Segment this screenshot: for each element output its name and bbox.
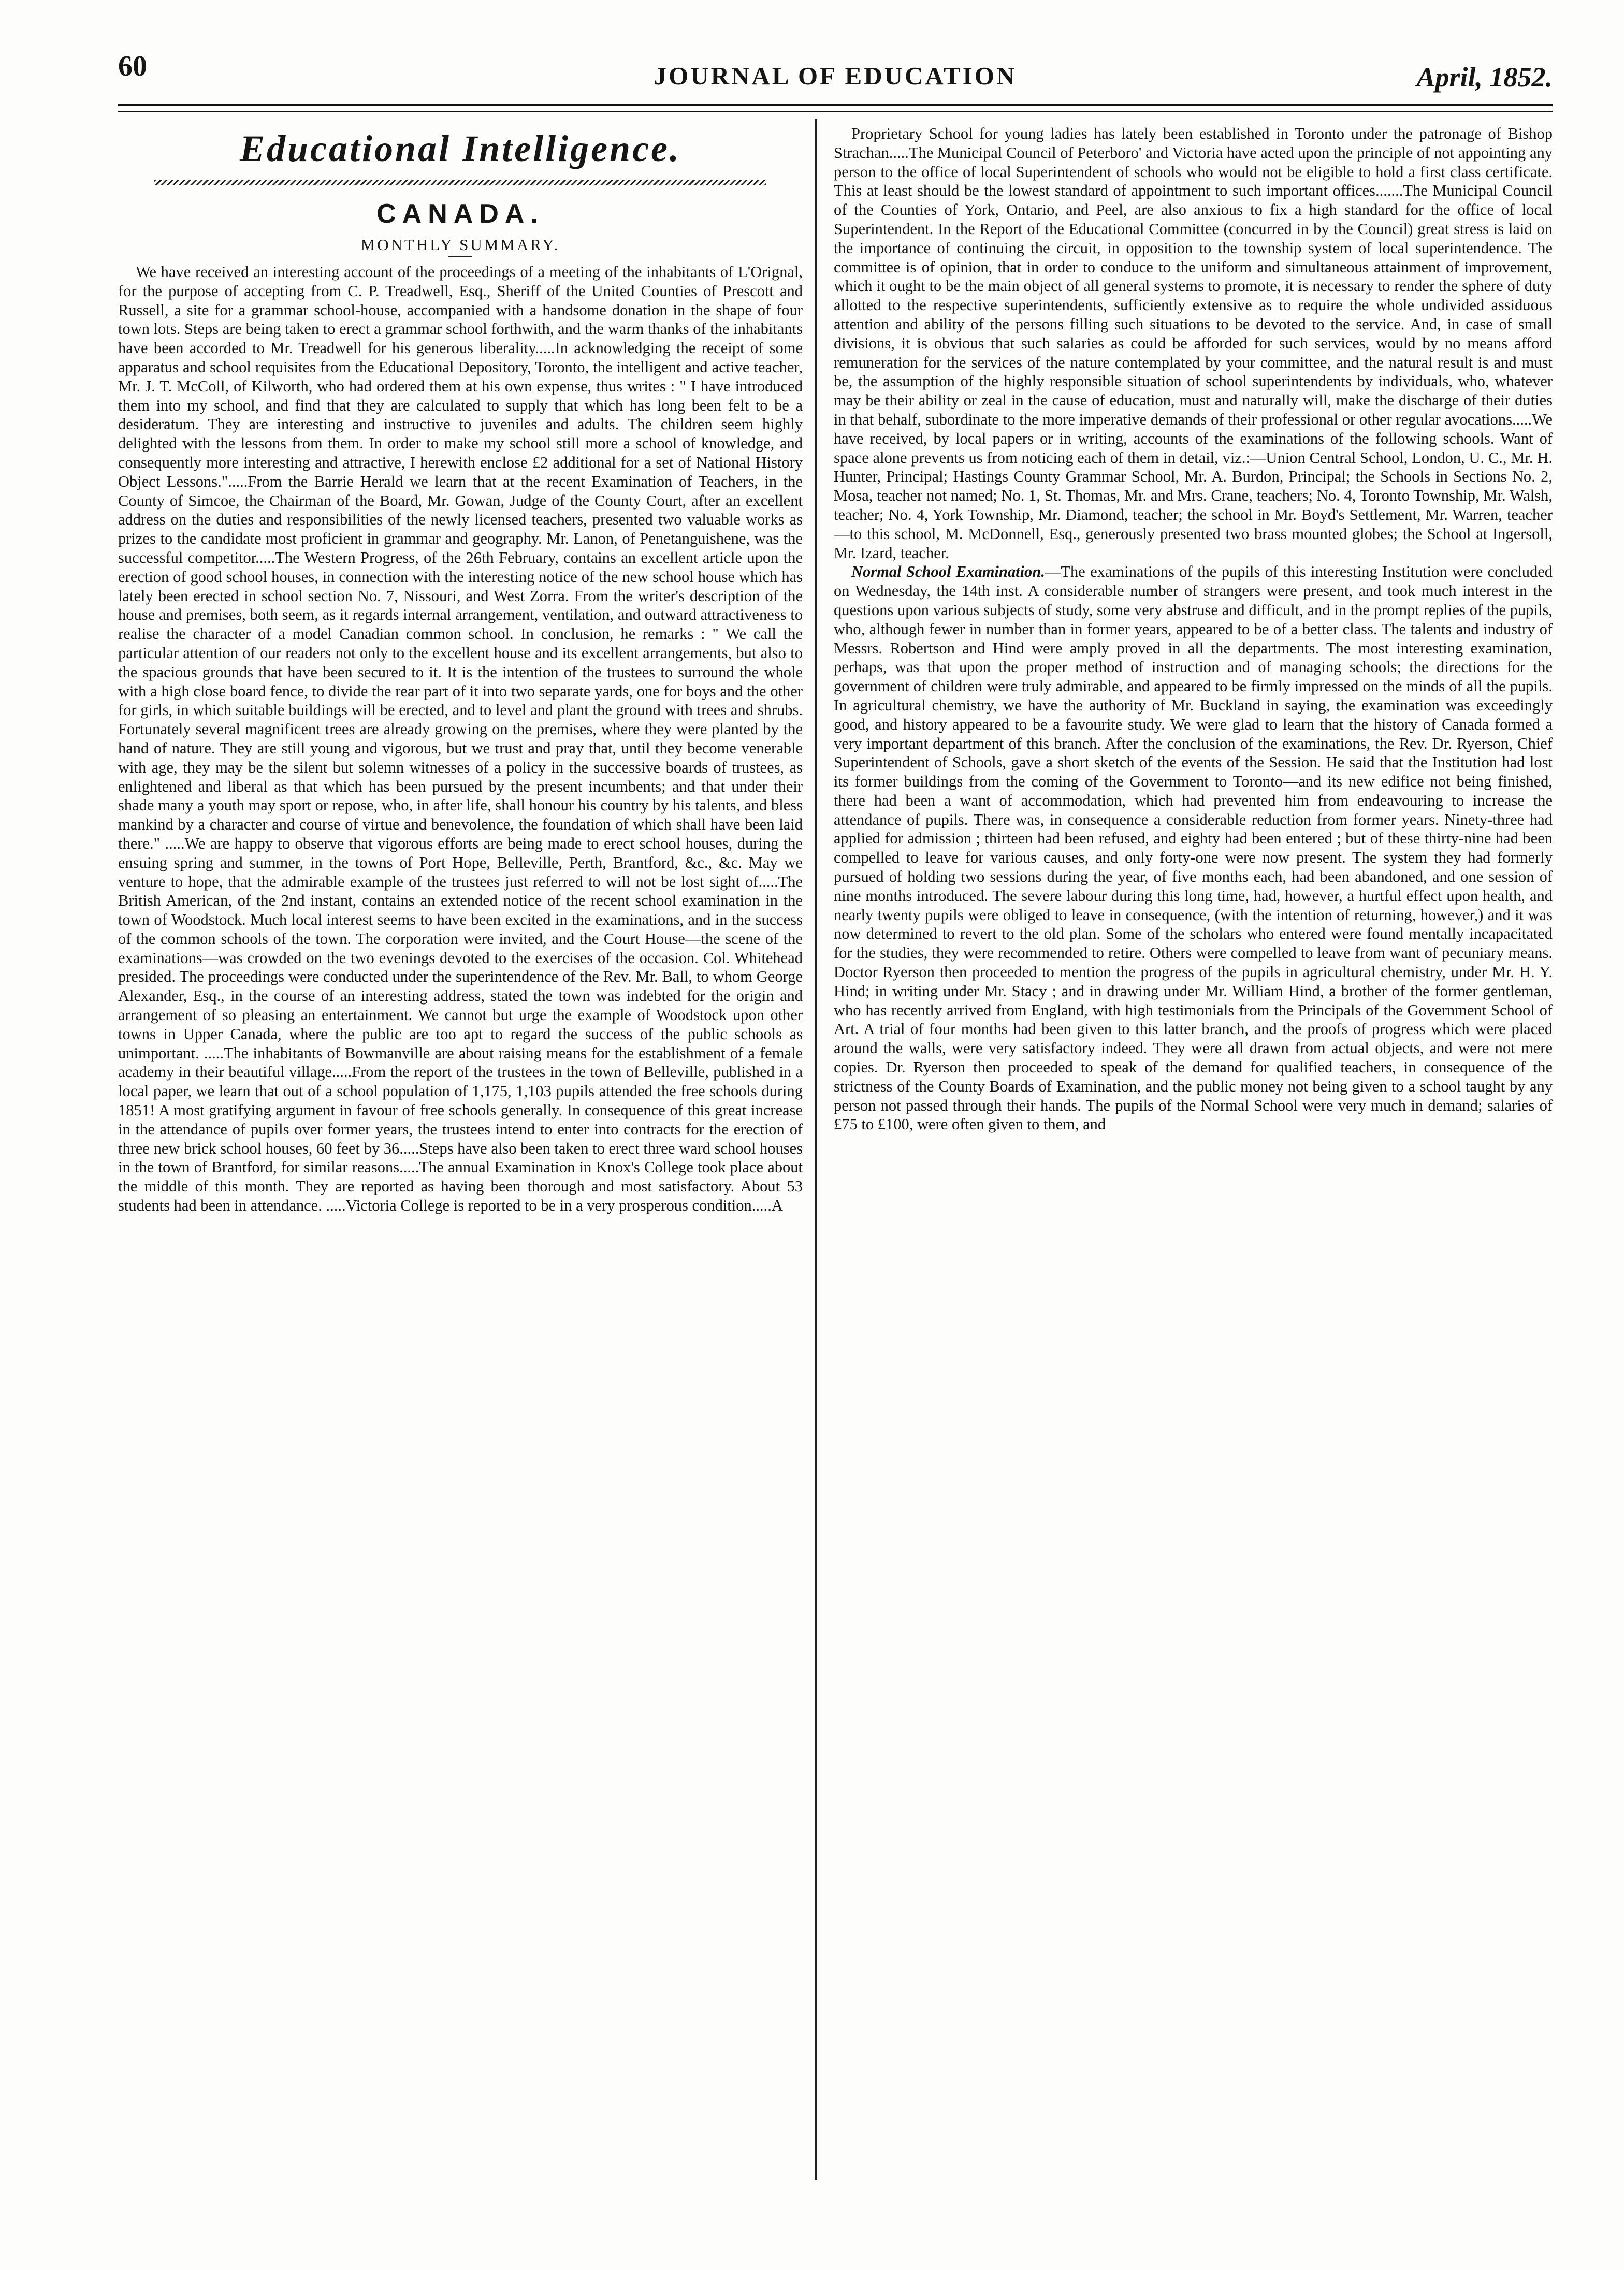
left-column-text	[118, 263, 803, 1215]
section-title: Educational Intelligence.	[239, 128, 682, 169]
right-column	[834, 124, 1553, 2185]
column-divider	[815, 119, 817, 2180]
header-rule-thin	[118, 111, 1553, 112]
right-column-text	[834, 124, 1553, 1134]
paragraph-body: —The examinations of the pupils of this interesting Institution were concluded on Wednesday, the 14th inst. A considerable number of strangers were present, and took much interest in the questions upon various subjects of study, some very abstruse and difficult, and in the prompt replies of the pupils, who, although fewer in number than in former years, appeared to be of a better class. The talents and industry of Messrs. Robertson and Hind were amply proved in all the departments. The most interesting examination, perhaps, was that upon the proper method of instruction and of managing schools; the directions for the government of children were truly admirable, and appeared to be firmly impressed on the minds of all the pupils. In agricultural chemistry, we have the authority of Mr. Buckland in saying, the examination was exceedingly good, and history appeared to be a favourite study. We were glad to learn that the history of Canada formed a very important department of this branch. After the conclusion of the examinations, the Rev. Dr. Ryerson, Chief Superintendent of Schools, gave a short sketch of the events of the Session. He said that the Institution had lost its former buildings from the coming of the Government to Toronto—and its new edifice not being finished, there had been a want of accommodation, which had prevented him from endeavouring to increase the attendance of pupils. There was, in consequence a considerable reduction from former years. Ninety-three had applied for admission ; thirteen had been refused, and eighty had been entered ; but of these thirty-nine had been compelled to leave for various causes, and only forty-one were now present. The system they had formerly pursued of holding two sessions during the year, of five months each, had been abandoned, and one session of nine months introduced. The severe labour during this long time, had, however, a hurtful effect upon health, and nearly twenty pupils were obliged to leave in consequence, (with the intention of returning, however,) and it was now determined to revert to the old plan. Some of the scholars who entered were found mentally incapacitated for the studies, they were recommended to retire. Others were compelled to leave from want of pecuniary means. Doctor Ryerson then proceeded to mention the progress of the pupils in agricultural chemistry, under Mr. H. Y. Hind; in writing under Mr. Stacy ; and in drawing under Mr. William Hind, a brother of the former gentleman, who has recently arrived from England, with high testimonials from the Principals of the Government School of Art. A trial of four months had been given to this latter branch, and the proofs of progress which were placed around the walls, were very satisfactory indeed. They were all drawn from actual objects, and were not mere copies. Dr. Ryerson then proceeded to speak of the demand for qualified teachers, in consequence of the strictness of the County Boards of Examination, and the public money not being given to a school taught by any person not passed through their hands. The pupils of the Normal School were very much in demand; salaries of £75 to £100, were often given to them, and	[834, 563, 1553, 1133]
header-rule	[118, 104, 1553, 106]
paragraph: Proprietary School for young ladies has lately been established in Toronto under the patronage of Bishop Strachan.....The Municipal Council of Peterboro' and Victoria have acted upon the principle of not appointing any person to the office of local Superintendent of schools who would not be eligible to hold a first class certificate. This at least should be the lowest standard of appointment to such important offices.......The Municipal Council of the Counties of York, Ontario, and Peel, are also anxious to fix a high standard for the office of local Superintendent. In the Report of the Educational Committee (concurred in by the Council) great stress is laid on the importance of continuing the circuit, in opposition to the township system of local superintendence. The committee is of opinion, that in order to conduce to the uniform and simultaneous attainment of improvement, which it ought to be the main object of all general systems to promote, it is necessary to render the sphere of duty allotted to the respective superintendents, sufficiently extensive as to require the whole undivided assiduous attention and ability of the persons filling such situations to be devoted to the service. And, in case of small divisions, it is obvious that such salaries as could be afforded for such services, would by no means afford remuneration for the services of the nature contemplated by your committee, and the natural result is and must be, the assumption of the highly responsible situation of school superintendents by individuals, who, whatever may be their ability or zeal in the cause of education, must and naturally will, make the discharge of their duties in that behalf, subordinate to the more imperative demands of their professional or other regular avocations.....We have received, by local papers or in writing, accounts of the examinations of the following schools. Want of space alone prevents us from noticing each of them in detail, viz.:—Union Central School, London, U. C., Mr. H. Hunter, Principal; Hastings County Grammar School, Mr. A. Burdon, Principal; the Schools in Sections No. 2, Mosa, teacher not named; No. 1, St. Thomas, Mr. and Mrs. Crane, teachers; No. 4, Toronto Township, Mr. Walsh, teacher; No. 4, York Township, Mr. Diamond, teacher; the school in Mr. Boyd's Settlement, Mr. Warren, teacher—to this school, M. McDonnell, Esq., generously presented two brass mounted globes; the School at Ingersoll, Mr. Izard, teacher.	[834, 125, 1553, 562]
page-header	[118, 50, 1553, 107]
section-title-rule	[154, 180, 766, 185]
journal-title: JOURNAL OF EDUCATION	[654, 62, 1017, 90]
paragraph-heading: Normal School Examination.	[851, 563, 1045, 581]
paragraph-normal-school	[834, 562, 1553, 1134]
region-heading: CANADA.	[376, 199, 544, 229]
summary-rule	[448, 256, 472, 257]
page-date: April, 1852.	[1416, 62, 1553, 93]
left-column	[118, 124, 803, 2185]
summary-heading: MONTHLY SUMMARY.	[360, 236, 560, 254]
page-number: 60	[118, 50, 147, 82]
paragraph: We have received an interesting account of the proceedings of a meeting of the inhabitants of L'Orignal, for the purpose of accepting from C. P. Treadwell, Esq., Sheriff of the United Counties of Prescott and Russell, a site for a grammar school-house, accompanied with a handsome donation in the shape of four town lots. Steps are being taken to erect a grammar school forthwith, and the warm thanks of the inhabitants have been accorded to Mr. Treadwell for his generous liberality.....In acknowledging the receipt of some apparatus and school requisites from the Educational Depository, Toronto, the intelligent and active teacher, Mr. J. T. McColl, of Kilworth, who had ordered them at his own expense, thus writes : " I have introduced them into my school, and find that they are calculated to supply that which has long been felt to be a desideratum. They are interesting and instructive to juveniles and adults. The children seem highly delighted with the lessons from them. In order to make my school still more a school of knowledge, and consequently more interesting and attractive, I herewith enclose £2 additional for a set of National History Object Lessons.".....From the Barrie Herald we learn that at the recent Examination of Teachers, in the County of Simcoe, the Chairman of the Board, Mr. Gowan, Judge of the County Court, after an excellent address on the duties and responsibilities of the newly licensed teachers, presented two valuable works as prizes to the candidate most proficient in grammar and geography. Mr. Lanon, of Penetanguishene, was the successful competitor.....The Western Progress, of the 26th February, contains an excellent article upon the erection of good school houses, in connection with the interesting notice of the new school house which has lately been erected in school section No. 7, Nissouri, and West Zorra. From the writer's description of the house and premises, both seem, as it regards internal arrangement, ventilation, and outward attractiveness to realise the character of a model Canadian common school. In conclusion, he remarks : " We call the particular attention of our readers not only to the excellent house and its excellent arrangements, but also to the spacious grounds that have been secured to it. It is the intention of the trustees to surround the whole with a high close board fence, to divide the rear part of it into two separate yards, one for boys and the other for girls, in which suitable buildings will be erected, and to level and plant the ground with trees and shrubs. Fortunately several magnificent trees are already growing on the premises, where they were planted by the hand of nature. They are still young and vigorous, but we trust and pray that, until they become venerable with age, they may be the silent but solemn witnesses of a policy in the successive boards of trustees, as enlightened and liberal as that which has been pursued by the present incumbents; and that under their shade many a youth may sport or repose, who, in after life, shall honour his country by his talents, and bless mankind by a character and course of virtue and benevolence, the foundation of which shall have been laid there." .....We are happy to observe that vigorous efforts are being made to erect school houses, during the ensuing spring and summer, in the towns of Port Hope, Belleville, Perth, Brantford, &c., &c. May we venture to hope, that the admirable example of the trustees just referred to will not be lost sight of.....The British American, of the 2nd instant, contains an extended notice of the recent school examination in the town of Woodstock. Much local interest seems to have been excited in the examinations, and in the success of the common schools of the town. The corporation were invited, and the Court House—the scene of the examinations—was crowded on the two evenings devoted to the exercises of the occasion. Col. Whitehead presided. The proceedings were conducted under the superintendence of the Rev. Mr. Ball, to whom George Alexander, Esq., in the course of an interesting address, stated the town was indebted for the origin and arrangement of so pleasing an entertainment. We cannot but urge the example of Woodstock upon other towns in Upper Canada, where the public are too apt to regard the success of the public schools as unimportant. .....The inhabitants of Bowmanville are about raising means for the establishment of a female academy in their beautiful village.....From the report of the trustees in the town of Belleville, published in a local paper, we learn that out of a school population of 1,175, 1,103 pupils attended the free schools during 1851! A most gratifying argument in favour of free schools generally. In consequence of this great increase in the attendance of pupils over former years, the trustees intend to enter into contracts for the erection of three new brick school houses, 60 feet by 36.....Steps have also been taken to erect three ward school houses in the town of Brantford, for similar reasons.....The annual Examination in Knox's College took place about the middle of this month. They are reported as having been thorough and most satisfactory. About 53 students had been in attendance. .....Victoria College is reported to be in a very prosperous condition.....A	[118, 263, 803, 1215]
